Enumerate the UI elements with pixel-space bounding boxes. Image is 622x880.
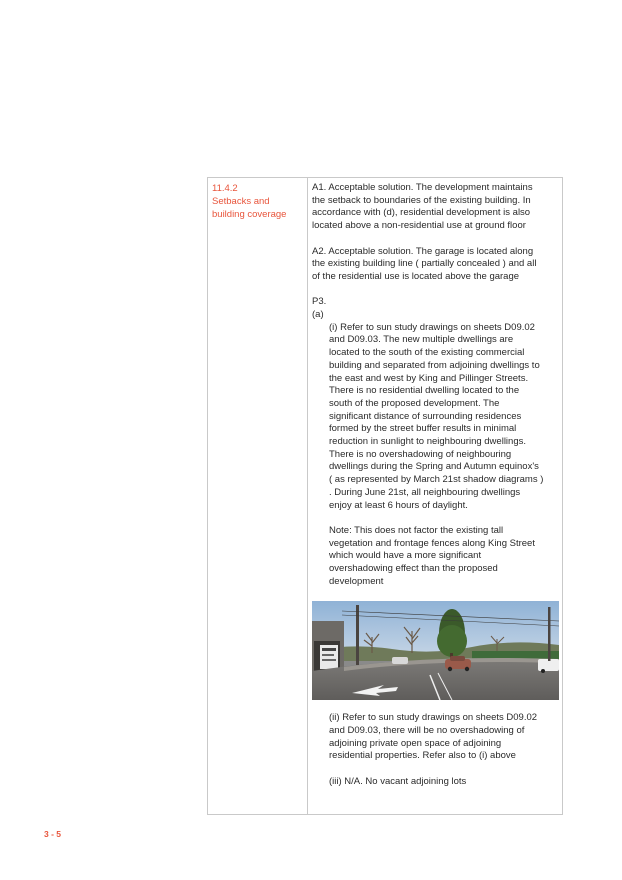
note-paragraph [312,525,560,589]
p3-i-line: There is no residential dwelling located to the [329,385,520,397]
p3-ii-line: residential properties. Refer also to (i) above [329,750,516,762]
p3-i-line: (i) Refer to sun study drawings on sheets D09.02 [329,321,535,333]
p3-i-line: south of the proposed development. The [329,397,500,409]
clause-number: 11.4.2 [212,183,238,194]
a1-paragraph [312,182,560,233]
a1-line: located above a non-residential use at ground floor [312,220,526,232]
note-line: Note: This does not factor the existing tall [329,524,504,536]
p3-i-line: building and separated from adjoining dwellings to [329,359,540,371]
a2-line: A2. Acceptable solution. The garage is located along [312,245,534,257]
p3-ii-paragraph [312,712,560,763]
p3-i-line: enjoy at least 6 hours of daylight. [329,499,468,511]
clause-title-line: building coverage [212,209,287,220]
p3-i-line: and D09.03. The new multiple dwellings are [329,334,514,346]
p3-i-line: . During June 21st, all neighbouring dwellings [329,486,521,498]
p3-iii-paragraph [312,776,560,789]
street-photo [312,601,559,700]
response-cell [312,182,560,801]
p3-i-line: dwellings during the Spring and Autumn equinox's [329,461,539,473]
p3-iii-line: (iii) N/A. No vacant adjoining lots [329,775,467,787]
assessment-table [207,177,563,815]
p3-i-line: ( as represented by March 21st shadow diagrams ) [329,474,544,486]
p3-ii-line: adjoining private open space of adjoining [329,737,502,749]
p3-i-line: reduction in sunlight to neighbouring dwellings. [329,436,526,448]
p3-i-line: significant distance of surrounding residences [329,410,522,422]
p3-i-line: located to the south of the existing commercial [329,347,525,359]
page-number: 3 - 5 [44,829,62,839]
a2-paragraph [312,246,560,284]
p3-heading [312,296,560,321]
a1-line: A1. Acceptable solution. The development maintains [312,182,533,193]
a1-line: the setback to boundaries of the existing building. In [312,194,531,206]
note-line: vegetation and frontage fences along King Street [329,537,535,549]
p3-sub-label: (a) [312,309,324,320]
p3-ii-line: and D09.03, there will be no overshadowing of [329,724,525,736]
p3-ii-line: (ii) Refer to sun study drawings on sheets D09.02 [329,712,538,724]
a2-line: the existing building line ( partially concealed ) and all [312,258,537,270]
note-line: which would have a more significant [329,550,482,562]
a1-line: accordance with (d), residential development is also [312,207,531,219]
clause-title-line: Setbacks and [212,196,270,207]
p3-i-line: the east and west by King and Pillinger Streets. [329,372,529,384]
clause-cell [212,182,304,221]
column-divider [307,178,308,814]
p3-i-line: There is no overshadowing of neighbouring [329,448,512,460]
a2-line: of the residential use is located above the garage [312,270,520,282]
note-line: development [329,575,384,587]
note-line: overshadowing effect than the proposed [329,563,498,575]
p3-i-line: formed by the street buffer results in minimal [329,423,517,435]
p3-i-paragraph [312,322,560,513]
p3-label: P3. [312,296,327,308]
